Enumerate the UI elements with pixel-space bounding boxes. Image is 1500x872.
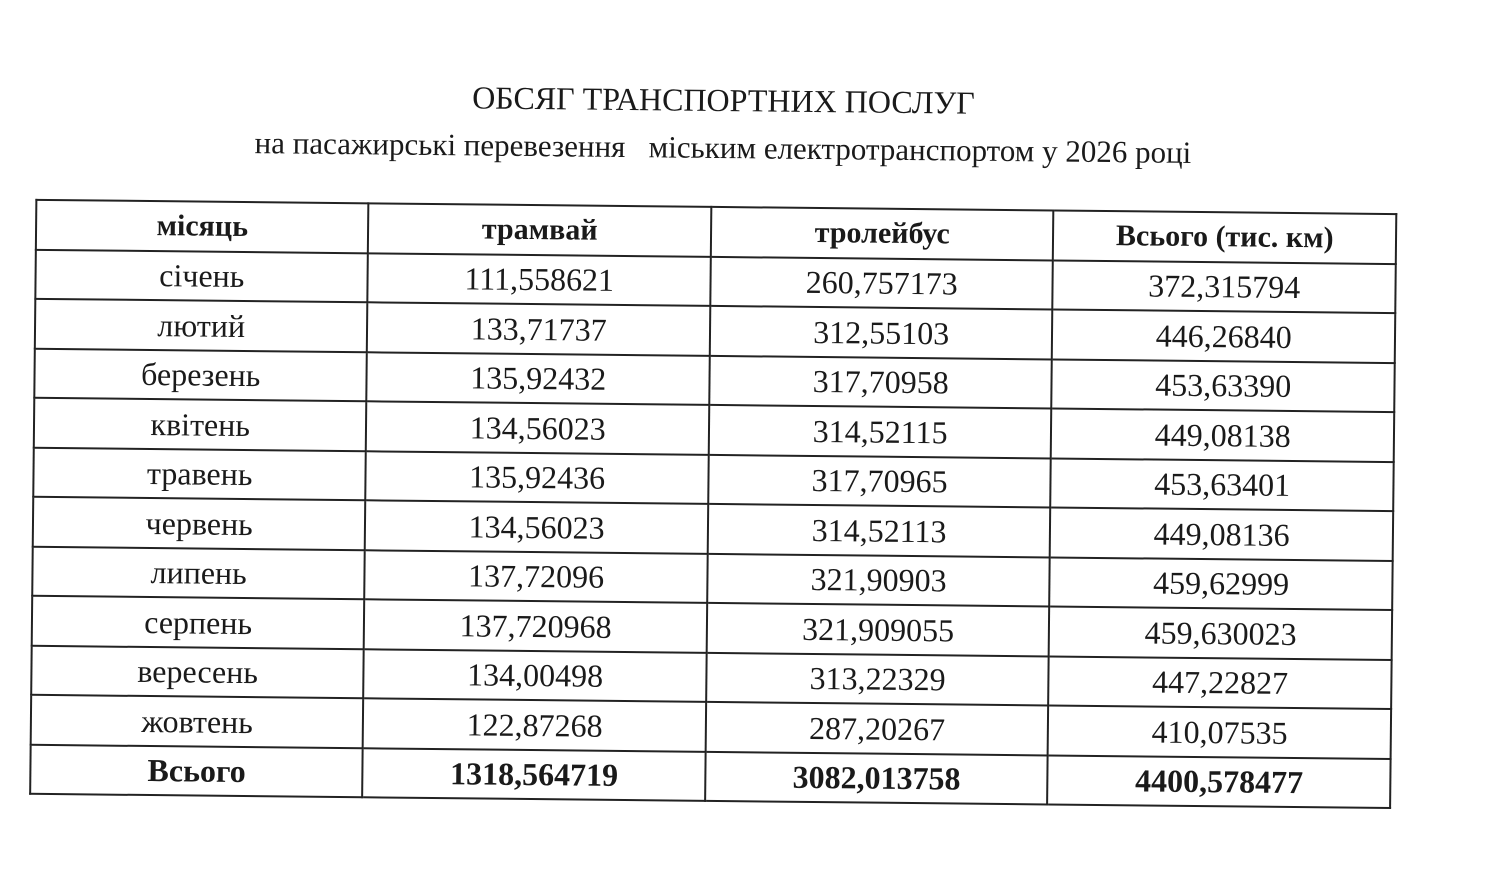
header-total: Всього (тис. км) [1053, 210, 1396, 263]
tram-cell: 135,92432 [367, 352, 710, 405]
total-cell: 449,08138 [1051, 408, 1394, 461]
month-cell: жовтень [31, 695, 364, 748]
month-cell: травень [33, 447, 366, 500]
month-cell: січень [35, 249, 368, 302]
tram-cell: 135,92436 [366, 451, 709, 504]
trolleybus-cell: 321,909055 [707, 603, 1050, 656]
month-cell: серпень [32, 596, 365, 649]
trolleybus-cell: 287,20267 [706, 702, 1049, 755]
tram-cell: 111,558621 [368, 253, 711, 306]
transport-volume-table [29, 199, 1397, 809]
tram-cell: 134,56023 [366, 401, 709, 454]
month-cell: червень [33, 497, 366, 550]
month-cell: Всього [30, 744, 363, 797]
total-cell: 372,315794 [1053, 260, 1396, 313]
trolleybus-cell: 317,70965 [708, 454, 1051, 507]
total-cell: 447,22827 [1049, 656, 1392, 709]
trolleybus-cell: 3082,013758 [705, 751, 1048, 804]
total-cell: 459,630023 [1049, 606, 1392, 659]
tram-cell: 1318,564719 [363, 748, 706, 801]
total-cell: 453,63401 [1051, 458, 1394, 511]
month-cell: липень [32, 546, 365, 599]
trolleybus-cell: 313,22329 [706, 652, 1049, 705]
header-tram: трамвай [368, 203, 711, 256]
header-trolleybus: тролейбус [711, 207, 1054, 260]
total-cell: 446,26840 [1052, 309, 1395, 362]
total-cell: 449,08136 [1050, 507, 1393, 560]
total-cell: 410,07535 [1048, 705, 1391, 758]
tram-cell: 134,56023 [365, 500, 708, 553]
trolleybus-cell: 312,55103 [710, 306, 1053, 359]
tram-cell: 137,72096 [365, 550, 708, 603]
tram-cell: 133,71737 [367, 302, 710, 355]
month-cell: вересень [31, 645, 364, 698]
tram-cell: 122,87268 [363, 698, 706, 751]
month-cell: березень [34, 348, 367, 401]
trolleybus-cell: 314,52115 [709, 405, 1052, 458]
trolleybus-cell: 317,70958 [709, 355, 1052, 408]
month-cell: квітень [34, 398, 367, 451]
tram-cell: 137,720968 [364, 599, 707, 652]
trolleybus-cell: 260,757173 [710, 256, 1053, 309]
header-month: місяць [36, 200, 369, 253]
total-cell: 453,63390 [1052, 359, 1395, 412]
month-cell: лютий [35, 299, 368, 352]
document-title: ОБСЯГ ТРАНСПОРТНИХ ПОСЛУГ [471, 79, 975, 121]
trolleybus-cell: 321,90903 [707, 553, 1050, 606]
tram-cell: 134,00498 [364, 649, 707, 702]
total-cell: 4400,578477 [1048, 755, 1391, 808]
total-cell: 459,62999 [1050, 557, 1393, 610]
document-subtitle: на пасажирські перевезення міським електротранспортом у 2026 році [254, 125, 1192, 170]
trolleybus-cell: 314,52113 [708, 504, 1051, 557]
